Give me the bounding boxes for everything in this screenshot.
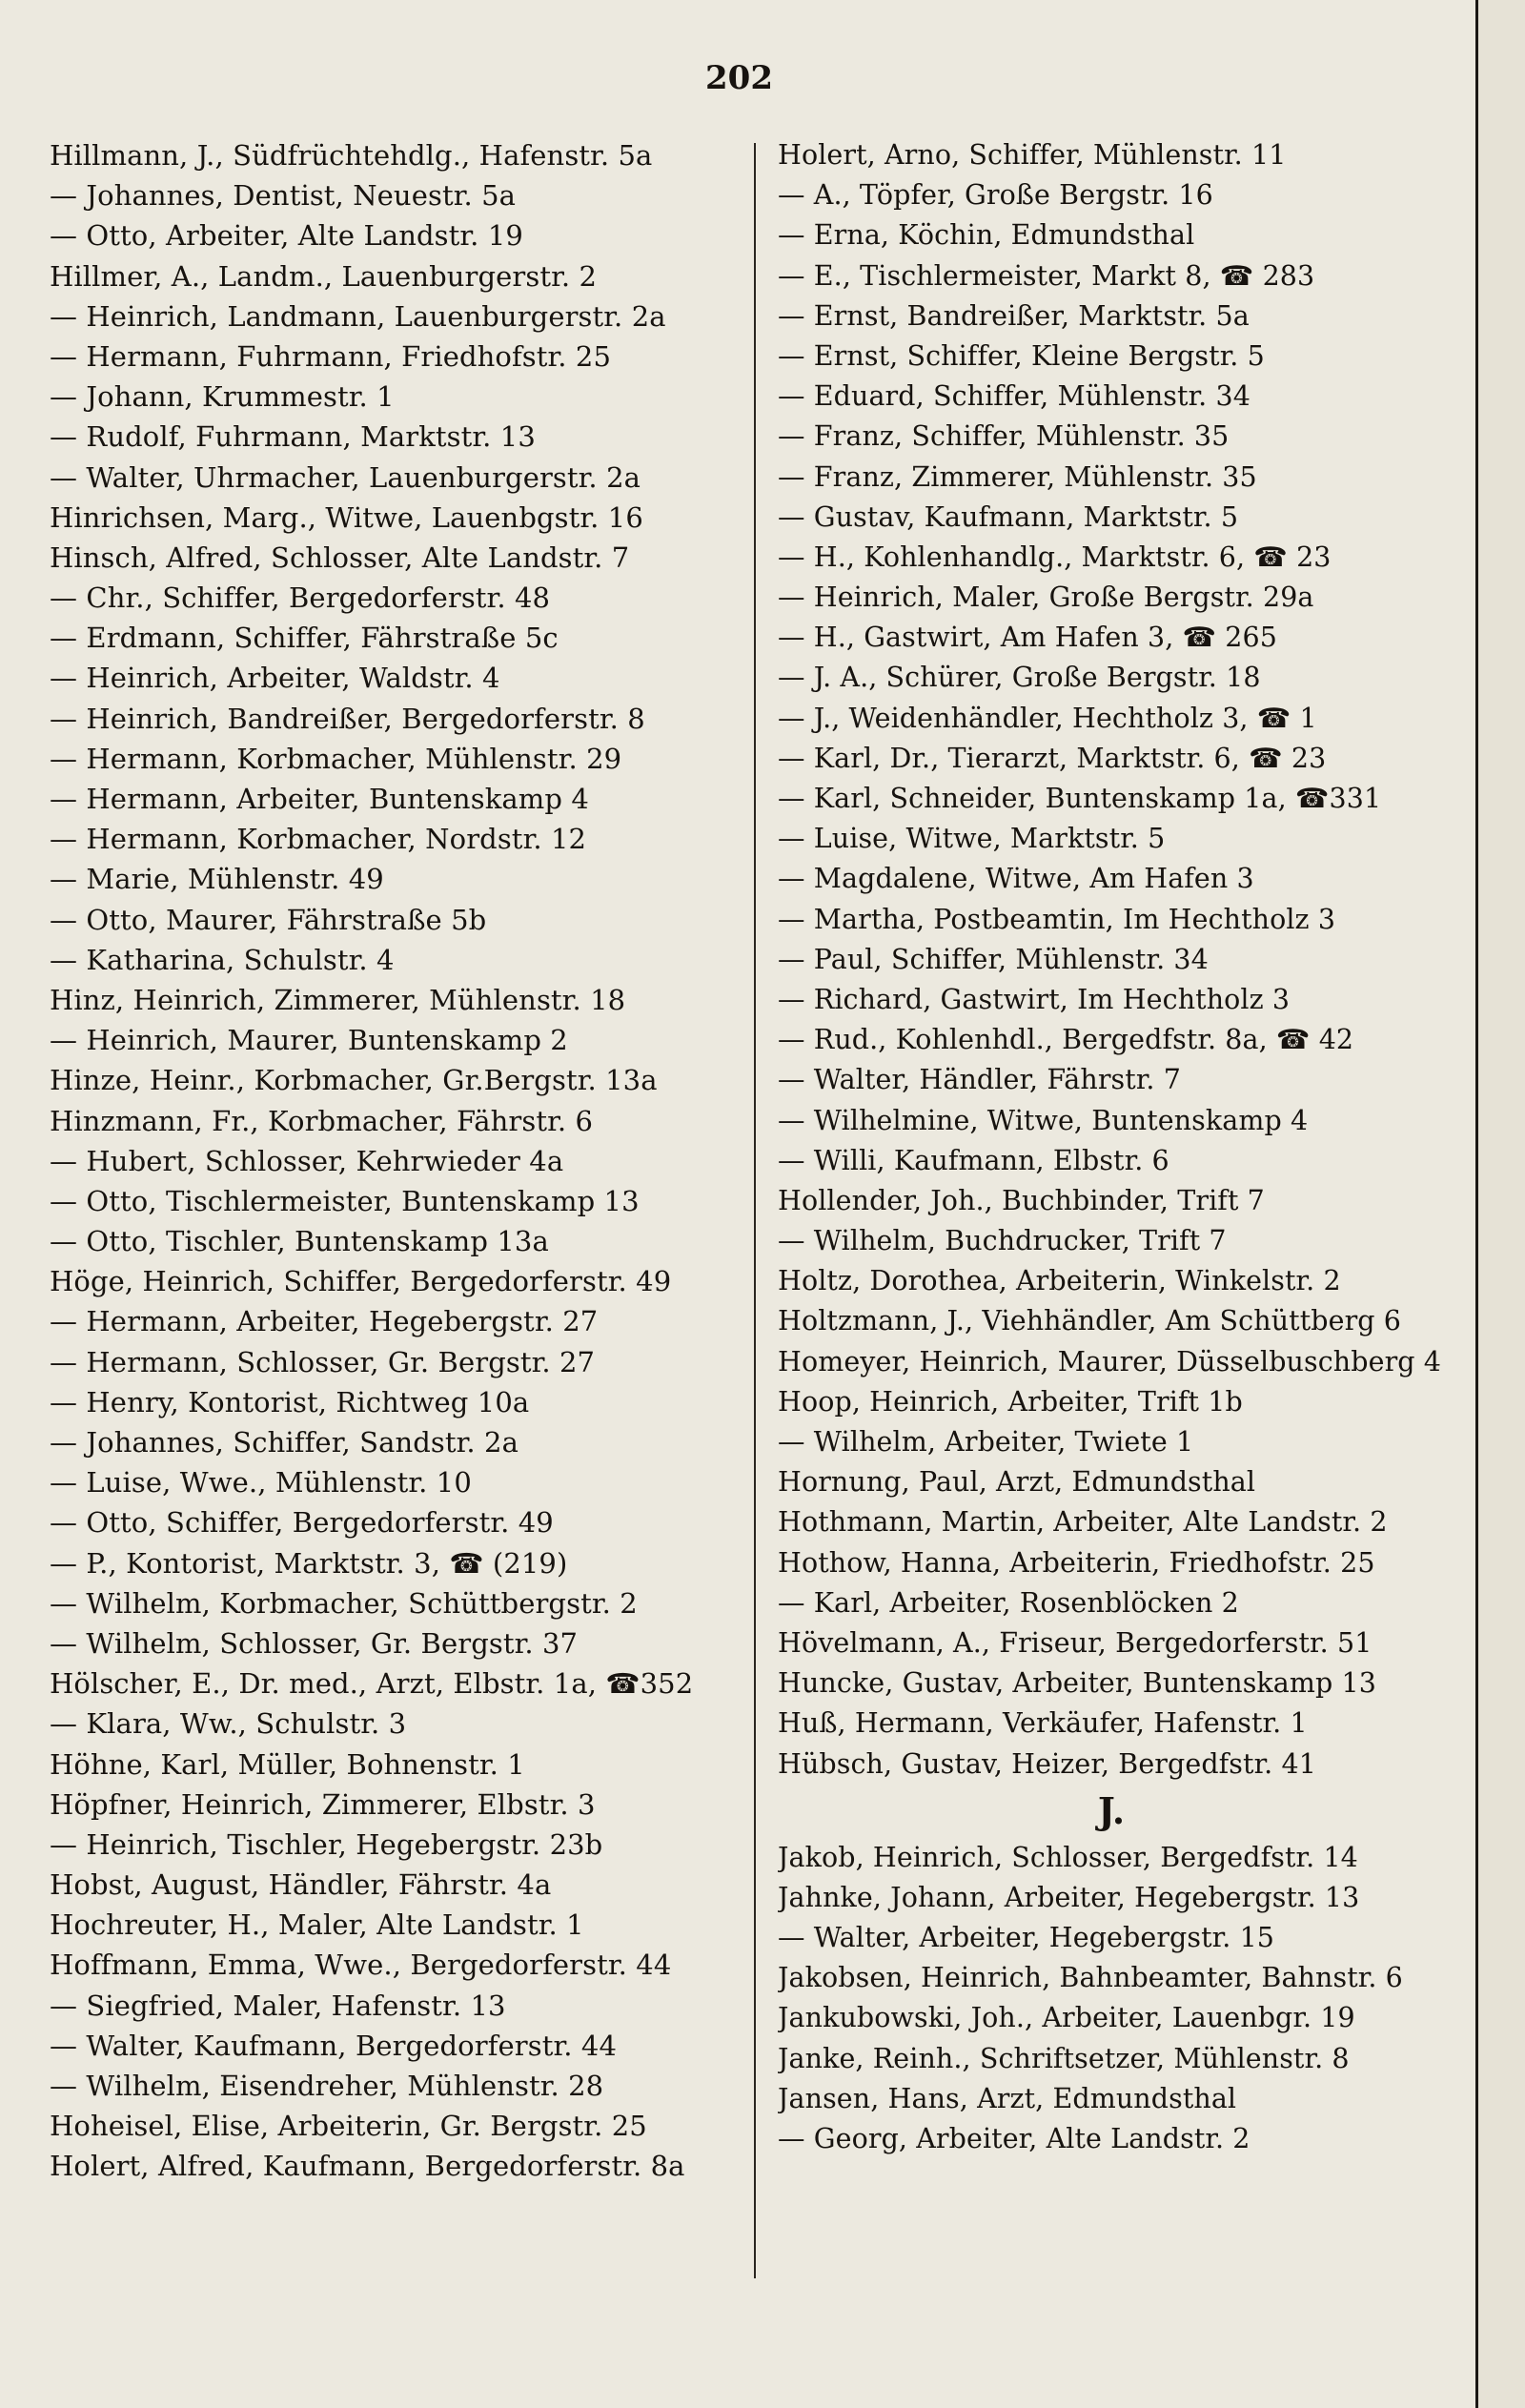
directory-entry: — Hermann, Arbeiter, Buntenskamp 4: [50, 783, 589, 815]
directory-entry: — Karl, Dr., Tierarzt, Marktstr. 6, ☎ 23: [778, 742, 1327, 774]
right-column-entries-h: [778, 135, 1445, 1785]
left-column: [50, 135, 745, 2187]
directory-entry: Hübsch, Gustav, Heizer, Bergedfstr. 41: [778, 1747, 1316, 1780]
right-column-entries-j: [778, 1838, 1445, 2160]
directory-entry: Hobst, August, Händler, Fährstr. 4a: [50, 1868, 552, 1902]
directory-entry: — Gustav, Kaufmann, Marktstr. 5: [778, 500, 1239, 533]
directory-entry: Jankubowski, Joh., Arbeiter, Lauenbgr. 19: [778, 2002, 1355, 2034]
directory-entry: — Rudolf, Fuhrmann, Marktstr. 13: [50, 420, 536, 454]
directory-entry: Hölscher, E., Dr. med., Arzt, Elbstr. 1a, ☎352: [50, 1667, 694, 1701]
directory-entry: Jakobsen, Heinrich, Bahnbeamter, Bahnstr. 6: [778, 1962, 1403, 1994]
directory-entry: Hothow, Hanna, Arbeiterin, Friedhofstr. 25: [778, 1546, 1375, 1579]
directory-entry: — H., Gastwirt, Am Hafen 3, ☎ 265: [778, 622, 1277, 654]
directory-entry: — Hubert, Schlosser, Kehrwieder 4a: [50, 1144, 564, 1177]
directory-entry: Höge, Heinrich, Schiffer, Bergedorferstr. 49: [50, 1265, 672, 1298]
directory-entry: Hothmann, Martin, Arbeiter, Alte Landstr. 2: [778, 1506, 1388, 1539]
directory-entry: Jakob, Heinrich, Schlosser, Bergedfstr. 14: [778, 1841, 1358, 1873]
directory-entry: Janke, Reinh., Schriftsetzer, Mühlenstr. 8: [778, 2042, 1350, 2074]
directory-entry: — Paul, Schiffer, Mühlenstr. 34: [778, 943, 1209, 975]
directory-entry: — Magdalene, Witwe, Am Hafen 3: [778, 863, 1254, 895]
directory-entry: — Walter, Händler, Fährstr. 7: [778, 1064, 1181, 1096]
directory-entry: — Henry, Kontorist, Richtweg 10a: [50, 1385, 530, 1418]
directory-entry: — P., Kontorist, Marktstr. 3, ☎ (219): [50, 1546, 568, 1580]
directory-entry: — Heinrich, Bandreißer, Bergedorferstr. 8: [50, 702, 645, 735]
directory-entry: Huß, Hermann, Verkäufer, Hafenstr. 1: [778, 1707, 1308, 1740]
directory-entry: — Heinrich, Maler, Große Bergstr. 29a: [778, 582, 1314, 614]
directory-entry: — Rud., Kohlenhdl., Bergedfstr. 8a, ☎ 42: [778, 1024, 1354, 1056]
directory-entry: — Ernst, Bandreißer, Marktstr. 5a: [778, 299, 1250, 332]
directory-entry: — Walter, Uhrmacher, Lauenburgerstr. 2a: [50, 460, 641, 494]
directory-entry: Hoheisel, Elise, Arbeiterin, Gr. Bergstr. 25: [50, 2110, 647, 2143]
directory-entry: — Eduard, Schiffer, Mühlenstr. 34: [778, 380, 1250, 413]
directory-entry: — Otto, Tischlermeister, Buntenskamp 13: [50, 1184, 640, 1217]
next-page-edge: [1475, 0, 1525, 2408]
directory-entry: — Otto, Tischler, Buntenskamp 13a: [50, 1225, 549, 1258]
directory-entry: Hoffmann, Emma, Wwe., Bergedorferstr. 44: [50, 1949, 672, 1982]
directory-entry: — Klara, Ww., Schulstr. 3: [50, 1707, 407, 1741]
directory-entry: — Heinrich, Tischler, Hegebergstr. 23b: [50, 1827, 603, 1861]
directory-entry: Hinzmann, Fr., Korbmacher, Fährstr. 6: [50, 1104, 594, 1137]
directory-entry: — Marie, Mühlenstr. 49: [50, 863, 384, 896]
directory-entry: Hinze, Heinr., Korbmacher, Gr.Bergstr. 13a: [50, 1064, 658, 1097]
directory-entry: Holert, Arno, Schiffer, Mühlenstr. 11: [778, 139, 1287, 171]
directory-entry: Hövelmann, A., Friseur, Bergedorferstr. 51: [778, 1626, 1372, 1659]
directory-entry: Jansen, Hans, Arzt, Edmundsthal: [778, 2082, 1237, 2114]
directory-entry: Huncke, Gustav, Arbeiter, Buntenskamp 13: [778, 1667, 1376, 1700]
directory-entry: — Wilhelm, Buchdrucker, Trift 7: [778, 1225, 1227, 1257]
directory-entry: — Heinrich, Arbeiter, Waldstr. 4: [50, 662, 500, 695]
directory-entry: — Otto, Schiffer, Bergedorferstr. 49: [50, 1506, 554, 1540]
directory-entry: — Wilhelmine, Witwe, Buntenskamp 4: [778, 1104, 1309, 1136]
directory-entry: Höhne, Karl, Müller, Bohnenstr. 1: [50, 1747, 525, 1781]
directory-entry: — Ernst, Schiffer, Kleine Bergstr. 5: [778, 339, 1265, 372]
directory-entry: — Siegfried, Maler, Hafenstr. 13: [50, 1989, 506, 2022]
directory-entry: — Martha, Postbeamtin, Im Hechtholz 3: [778, 903, 1336, 935]
directory-entry: — Hermann, Fuhrmann, Friedhofstr. 25: [50, 339, 612, 373]
directory-entry: — Johannes, Schiffer, Sandstr. 2a: [50, 1426, 518, 1459]
directory-entry: Hollender, Joh., Buchbinder, Trift 7: [778, 1184, 1265, 1216]
directory-entry: — Luise, Witwe, Marktstr. 5: [778, 823, 1166, 855]
page-number: 202: [705, 59, 773, 97]
directory-entry: — Otto, Maurer, Fährstraße 5b: [50, 903, 487, 936]
directory-entry: Homeyer, Heinrich, Maurer, Düsselbuschberg 4: [778, 1345, 1442, 1377]
directory-entry: — Karl, Schneider, Buntenskamp 1a, ☎331: [778, 783, 1382, 814]
directory-entry: — Walter, Kaufmann, Bergedorferstr. 44: [50, 2029, 618, 2062]
directory-entry: — Otto, Arbeiter, Alte Landstr. 19: [50, 219, 523, 253]
directory-entry: — E., Tischlermeister, Markt 8, ☎ 283: [778, 259, 1315, 292]
directory-entry: Hornung, Paul, Arzt, Edmundsthal: [778, 1466, 1256, 1499]
directory-entry: Höpfner, Heinrich, Zimmerer, Elbstr. 3: [50, 1787, 596, 1821]
directory-entry: Hinz, Heinrich, Zimmerer, Mühlenstr. 18: [50, 983, 626, 1016]
directory-entry: — Heinrich, Landmann, Lauenburgerstr. 2a: [50, 299, 666, 333]
directory-entry: Hillmann, J., Südfrüchtehdlg., Hafenstr. 5a: [50, 139, 653, 172]
column-divider: [754, 143, 756, 2278]
directory-entry: — A., Töpfer, Große Bergstr. 16: [778, 179, 1213, 212]
right-column: [778, 135, 1445, 2159]
directory-entry: — Heinrich, Maurer, Buntenskamp 2: [50, 1024, 568, 1057]
directory-entry: Holert, Alfred, Kaufmann, Bergedorferstr. 8a: [50, 2150, 685, 2183]
directory-entry: Holtz, Dorothea, Arbeiterin, Winkelstr. 2: [778, 1265, 1341, 1297]
section-letter-heading: J.: [1097, 1788, 1126, 1832]
directory-entry: — Hermann, Arbeiter, Hegebergstr. 27: [50, 1305, 599, 1338]
directory-entry: — Wilhelm, Schlosser, Gr. Bergstr. 37: [50, 1626, 579, 1660]
directory-entry: — H., Kohlenhandlg., Marktstr. 6, ☎ 23: [778, 541, 1332, 573]
directory-entry: — Erna, Köchin, Edmundsthal: [778, 219, 1195, 252]
directory-entry: — Erdmann, Schiffer, Fährstraße 5c: [50, 622, 559, 655]
directory-entry: — Chr., Schiffer, Bergedorferstr. 48: [50, 582, 551, 615]
directory-entry: — Johannes, Dentist, Neuestr. 5a: [50, 179, 517, 213]
directory-entry: — Georg, Arbeiter, Alte Landstr. 2: [778, 2123, 1250, 2154]
directory-entry: Hinrichsen, Marg., Witwe, Lauenbgstr. 16: [50, 500, 643, 534]
directory-entry: — J., Weidenhändler, Hechtholz 3, ☎ 1: [778, 702, 1317, 734]
directory-entry: — Wilhelm, Arbeiter, Twiete 1: [778, 1426, 1194, 1458]
directory-entry: Holtzmann, J., Viehhändler, Am Schüttberg 6: [778, 1305, 1402, 1337]
directory-entry: Hinsch, Alfred, Schlosser, Alte Landstr. 7: [50, 541, 630, 574]
directory-entry: — Hermann, Korbmacher, Mühlenstr. 29: [50, 742, 622, 775]
directory-entry: Hoop, Heinrich, Arbeiter, Trift 1b: [778, 1385, 1243, 1418]
directory-entry: — Luise, Wwe., Mühlenstr. 10: [50, 1466, 472, 1500]
directory-entry: — Franz, Zimmerer, Mühlenstr. 35: [778, 460, 1257, 493]
directory-entry: — Hermann, Korbmacher, Nordstr. 12: [50, 823, 587, 856]
directory-entry: Hillmer, A., Landm., Lauenburgerstr. 2: [50, 259, 598, 293]
directory-entry: — Willi, Kaufmann, Elbstr. 6: [778, 1144, 1169, 1176]
page-gutter-line: [1475, 0, 1478, 2408]
directory-entry: — Johann, Krummestr. 1: [50, 380, 395, 414]
directory-entry: — Walter, Arbeiter, Hegebergstr. 15: [778, 1922, 1275, 1954]
directory-entry: — Katharina, Schulstr. 4: [50, 943, 395, 976]
directory-entry: — Karl, Arbeiter, Rosenblöcken 2: [778, 1586, 1239, 1619]
directory-entry: — Wilhelm, Korbmacher, Schüttbergstr. 2: [50, 1586, 638, 1620]
directory-entry: Jahnke, Johann, Arbeiter, Hegebergstr. 13: [778, 1881, 1360, 1913]
directory-entry: — Franz, Schiffer, Mühlenstr. 35: [778, 420, 1230, 453]
directory-entry: Hochreuter, H., Maler, Alte Landstr. 1: [50, 1908, 584, 1942]
directory-entry: — Wilhelm, Eisendreher, Mühlenstr. 28: [50, 2070, 604, 2102]
directory-entry: — Richard, Gastwirt, Im Hechtholz 3: [778, 983, 1291, 1015]
directory-entry: — J. A., Schürer, Große Bergstr. 18: [778, 662, 1261, 694]
directory-entry: — Hermann, Schlosser, Gr. Bergstr. 27: [50, 1345, 596, 1378]
